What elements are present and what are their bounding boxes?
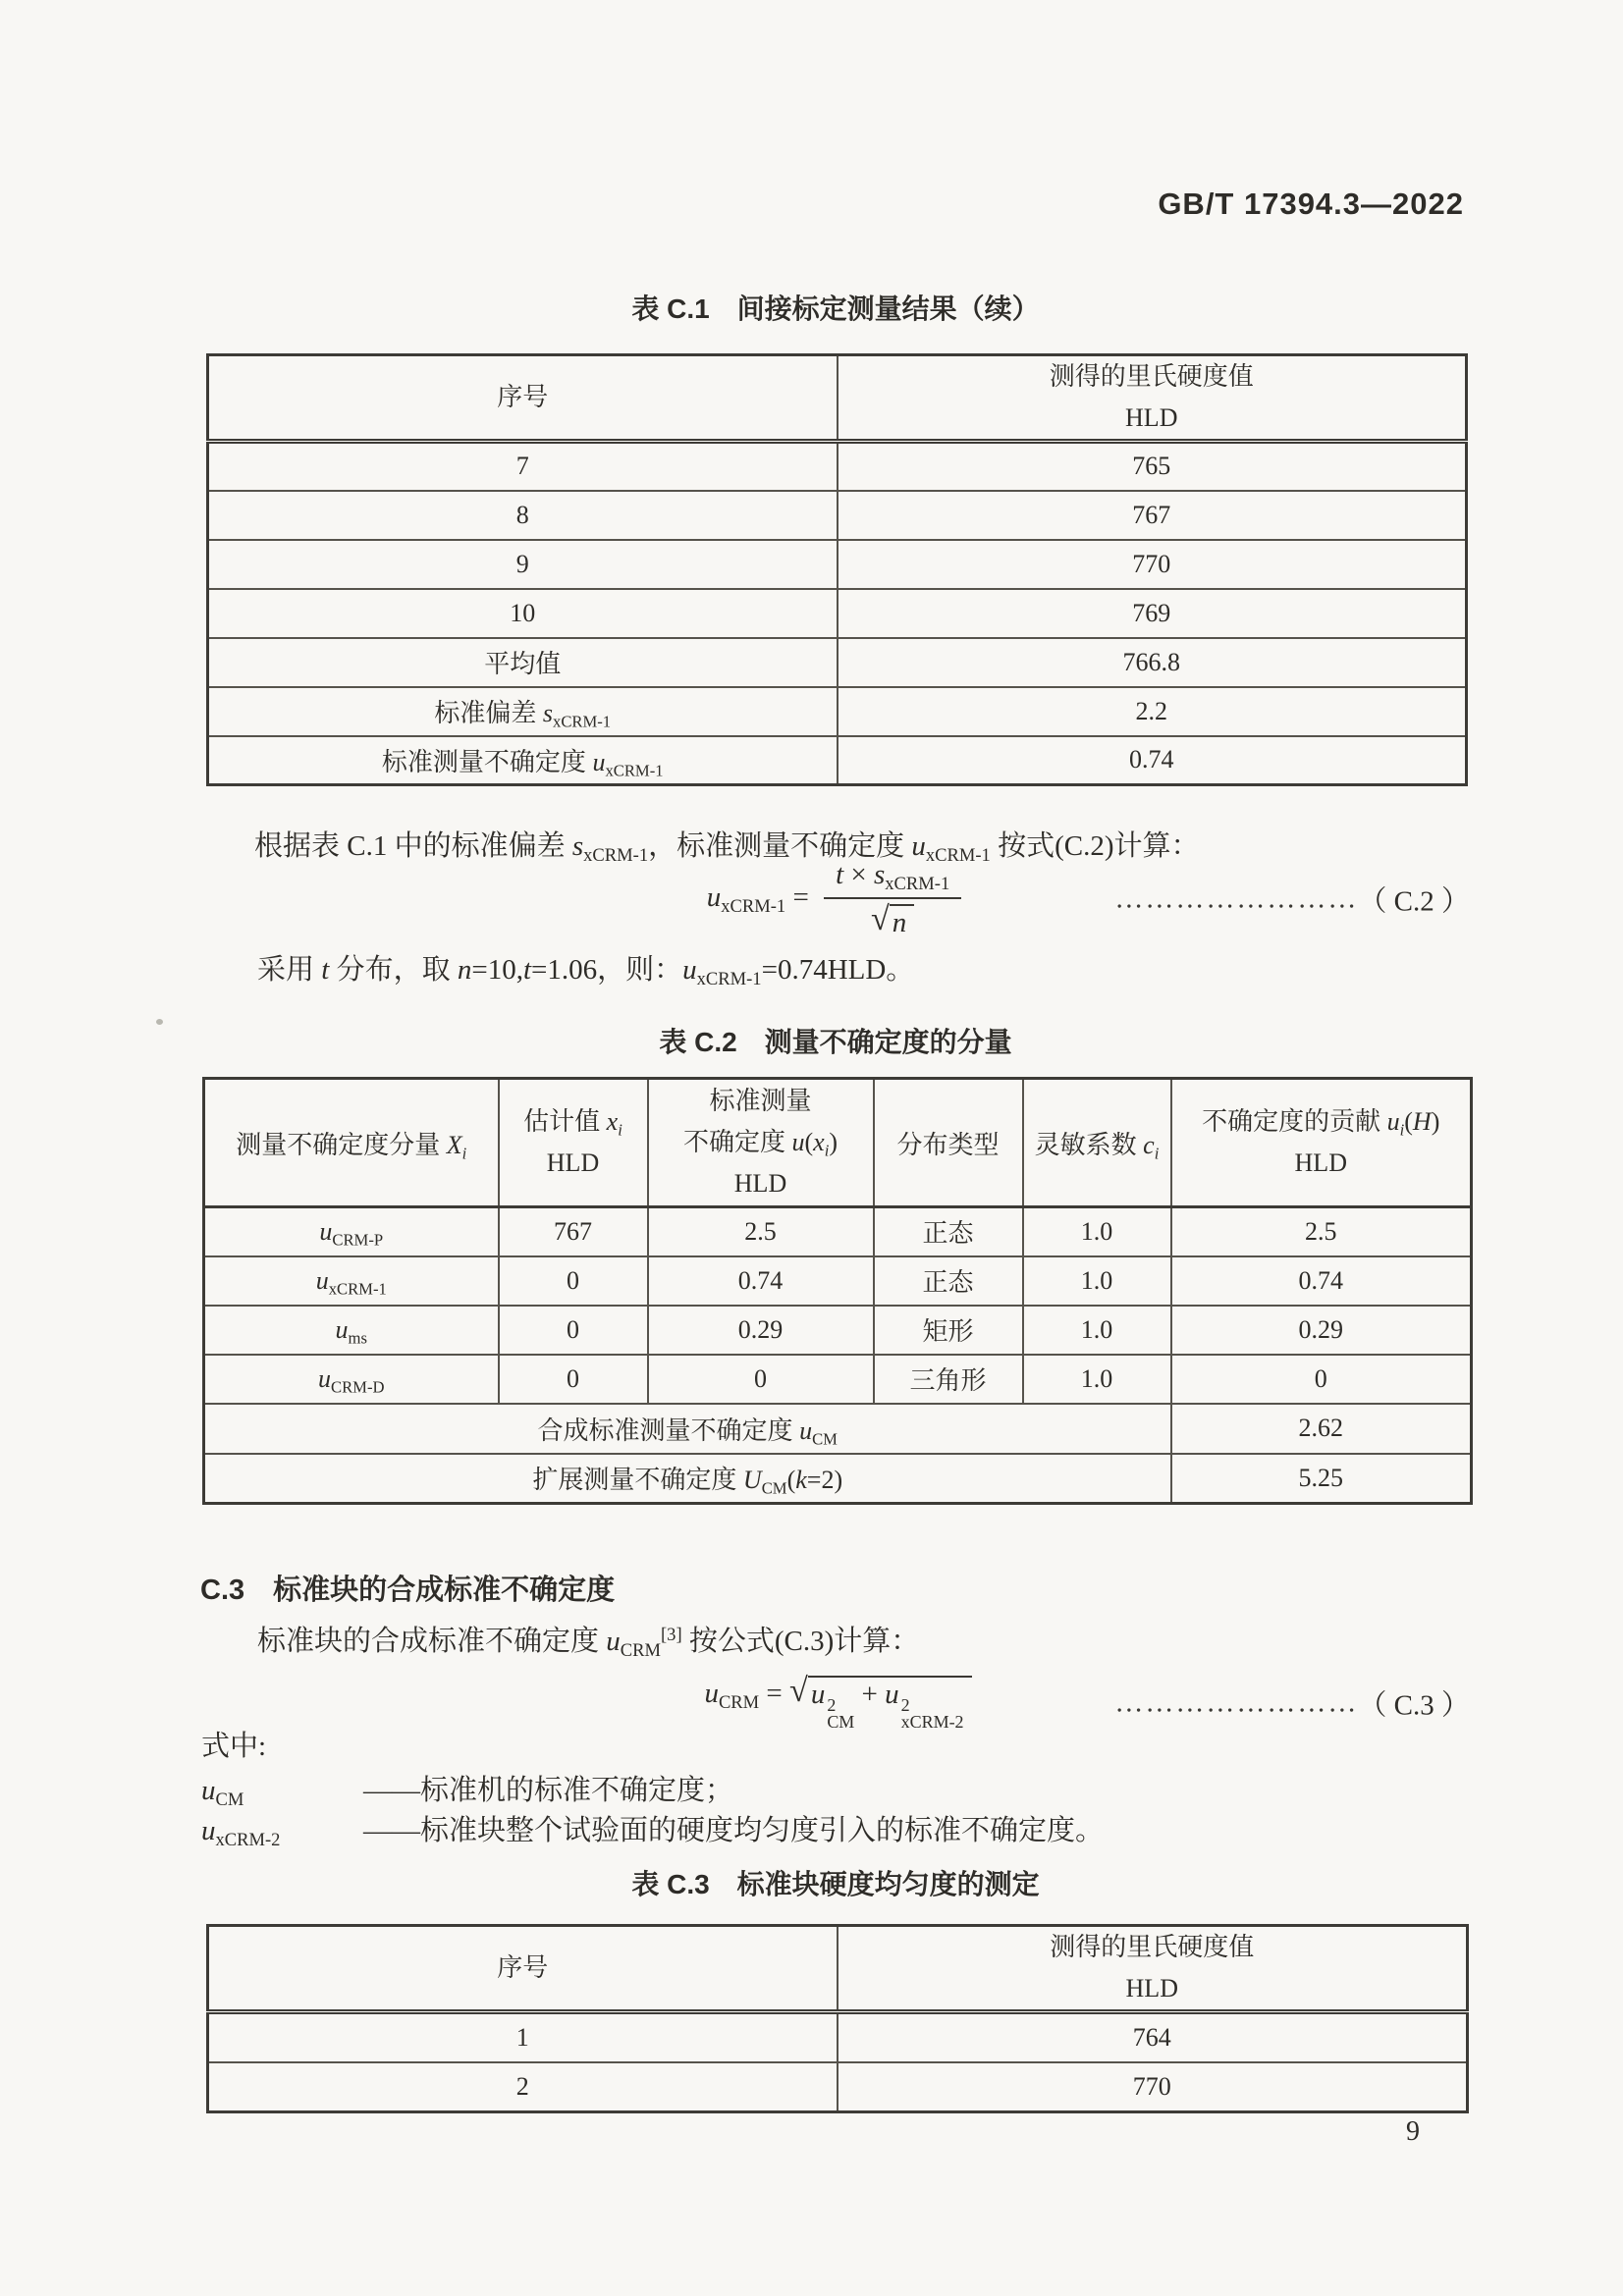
- paragraph-c2-result: 采用 t 分布，取 n=10,t=1.06，则：$u_{xCRM-1}=0.74HLD$。: [257, 954, 915, 989]
- sqrt-sign: √: [871, 901, 890, 937]
- formula-c2-row: [206, 852, 1470, 946]
- table-c2-title: 表 C.2 测量不确定度的分量: [659, 1027, 1012, 1057]
- definition-text: ——标准块整个试验面的硬度均匀度引入的标准不确定度。: [363, 1815, 1105, 1846]
- row-value: 766.8: [838, 638, 1467, 687]
- footer-label: 扩展测量不确定度 $U_{CM}(k=2)$: [204, 1454, 1171, 1504]
- row-label: 标准测量不确定度 $u_{xCRM-1}$: [208, 736, 838, 785]
- sensitivity: 1.0: [1023, 1256, 1171, 1306]
- row-label: 10: [208, 589, 838, 638]
- table-row: [208, 491, 1467, 540]
- estimate: 0: [499, 1306, 648, 1355]
- row-label: 8: [208, 491, 838, 540]
- sensitivity: 1.0: [1023, 1207, 1171, 1256]
- component-name: $u_{CRM-P}$: [204, 1207, 499, 1256]
- scan-speck: [156, 1019, 163, 1025]
- table-row: [204, 1207, 1472, 1256]
- paragraph-c3-intro: 标准块的合成标准不确定度 $u_{CRM}[3]$ 按公式(C.3)计算：: [257, 1624, 920, 1661]
- definition-term: $u_{CM}$: [201, 1775, 244, 1810]
- table-row-combined-uncertainty: [204, 1404, 1472, 1454]
- definition-uxcrm2: [201, 1808, 1104, 1848]
- table-c2: [202, 1077, 1473, 1505]
- table-c3-col-hld: 测得的里氏硬度值 HLD: [838, 1926, 1468, 2012]
- row-value: 0.74: [838, 736, 1467, 785]
- sqrt-sign: √: [789, 1672, 808, 1709]
- row-value: 770: [838, 2062, 1468, 2112]
- row-label: 7: [208, 442, 838, 491]
- row-label: 1: [208, 2012, 838, 2062]
- estimate: 0: [499, 1256, 648, 1306]
- where-label: 式中:: [201, 1731, 267, 1762]
- std-uncertainty: 0.29: [648, 1306, 874, 1355]
- formula-c3-row: [206, 1672, 1470, 1733]
- estimate: 0: [499, 1355, 648, 1404]
- distribution: 正态: [874, 1256, 1023, 1306]
- table-c1-col-hld: 测得的里氏硬度值 HLD: [838, 355, 1467, 442]
- table-c3: [206, 1924, 1469, 2113]
- table-c3-title: 表 C.3 标准块硬度均匀度的测定: [631, 1869, 1040, 1899]
- dotted-leader: ……………………: [1114, 1686, 1359, 1719]
- row-label: 平均值: [208, 638, 838, 687]
- row-value: 767: [838, 491, 1467, 540]
- equation-number-c3: [1114, 1683, 1470, 1724]
- formula-c2: [707, 859, 970, 939]
- equation-number-c2: [1114, 880, 1470, 920]
- table-row: [208, 540, 1467, 589]
- table-row: [208, 2062, 1468, 2112]
- contribution: 0: [1171, 1355, 1472, 1404]
- table-row: [204, 1256, 1472, 1306]
- table-row: [208, 638, 1467, 687]
- paragraph-c2-intro: 根据表 C.1 中的标准偏差 $s_{xCRM-1}$，标准测量不确定度 $u_{xCRM-1}$ 按式(C.2)计算：: [254, 830, 1200, 866]
- sqrt-expression: √ u 2 CM + u 2 xCRM-2: [789, 1676, 972, 1731]
- std-uncertainty: 0.74: [648, 1256, 874, 1306]
- distribution: 矩形: [874, 1306, 1023, 1355]
- distribution: 正态: [874, 1207, 1023, 1256]
- standard-number: GB/T 17394.3—2022: [1158, 187, 1464, 221]
- component-name: $u_{CRM-D}$: [204, 1355, 499, 1404]
- table-row: [208, 736, 1467, 785]
- table-c1-title: 表 C.1 间接标定测量结果（续）: [631, 294, 1040, 324]
- footer-label: 合成标准测量不确定度 $u_{CM}$: [204, 1404, 1171, 1454]
- section-heading-c3: C.3 标准块的合成标准不确定度: [200, 1575, 616, 1606]
- definition-text: ——标准机的标准不确定度；: [363, 1775, 734, 1806]
- row-value: 769: [838, 589, 1467, 638]
- table-c2-col-sensitivity: 灵敏系数 $c_i$: [1023, 1079, 1171, 1207]
- fraction-numerator: $t \times s_{xCRM-1}$: [824, 859, 961, 899]
- dotted-leader: ……………………: [1114, 882, 1359, 915]
- table-row: [208, 2012, 1468, 2062]
- std-uncertainty: 0: [648, 1355, 874, 1404]
- table-c2-col-estimate: 估计值 $x_i$ HLD: [499, 1079, 648, 1207]
- table-c2-col-distribution: 分布类型: [874, 1079, 1023, 1207]
- table-c2-col-contribution: 不确定度的贡献 $u_i(H)$ HLD: [1171, 1079, 1472, 1207]
- table-row: [204, 1355, 1472, 1404]
- component-name: $u_{xCRM-1}$: [204, 1256, 499, 1306]
- row-label: 2: [208, 2062, 838, 2112]
- row-value: 770: [838, 540, 1467, 589]
- contribution: 2.5: [1171, 1207, 1472, 1256]
- fraction-denominator: √ n: [871, 899, 914, 939]
- contribution: 0.74: [1171, 1256, 1472, 1306]
- table-c2-col-std-uncertainty: 标准测量 不确定度 $u(x_i)$ HLD: [648, 1079, 874, 1207]
- table-row: [208, 442, 1467, 491]
- table-row-expanded-uncertainty: [204, 1454, 1472, 1504]
- table-c1-col-seq: 序号: [208, 355, 838, 442]
- sensitivity: 1.0: [1023, 1306, 1171, 1355]
- table-c3-header-row: [208, 1926, 1468, 2012]
- footer-value: 5.25: [1171, 1454, 1472, 1504]
- formula-c2-lhs: $u_{xCRM-1}$ =: [706, 881, 817, 917]
- page-number: 9: [1406, 2116, 1420, 2147]
- fraction: [824, 859, 961, 939]
- table-c1: [206, 353, 1468, 786]
- table-row: [204, 1306, 1472, 1355]
- sensitivity: 1.0: [1023, 1355, 1171, 1404]
- equation-label: （ C.3 ）: [1358, 1689, 1470, 1722]
- definition-term: $u_{xCRM-2}$: [201, 1815, 281, 1850]
- row-label: 标准偏差 $s_{xCRM-1}$: [208, 687, 838, 736]
- formula-c3: [704, 1672, 971, 1733]
- formula-c3-lhs: $u_{CRM}$ =: [704, 1677, 790, 1713]
- std-uncertainty: 2.5: [648, 1207, 874, 1256]
- table-c2-col-component: 测量不确定度分量 $X_i$: [204, 1079, 499, 1207]
- table-c2-header-row: [204, 1079, 1472, 1207]
- row-label: 9: [208, 540, 838, 589]
- row-value: 2.2: [838, 687, 1467, 736]
- component-name: $u_{ms}$: [204, 1306, 499, 1355]
- footer-value: 2.62: [1171, 1404, 1472, 1454]
- table-row: [208, 589, 1467, 638]
- contribution: 0.29: [1171, 1306, 1472, 1355]
- table-c3-col-seq: 序号: [208, 1926, 838, 2012]
- distribution: 三角形: [874, 1355, 1023, 1404]
- estimate: 767: [499, 1207, 648, 1256]
- definition-ucm: [201, 1768, 733, 1808]
- row-value: 765: [838, 442, 1467, 491]
- equation-label: （ C.2 ）: [1358, 885, 1470, 918]
- table-c1-header-row: [208, 355, 1467, 442]
- table-row: [208, 687, 1467, 736]
- row-value: 764: [838, 2012, 1468, 2062]
